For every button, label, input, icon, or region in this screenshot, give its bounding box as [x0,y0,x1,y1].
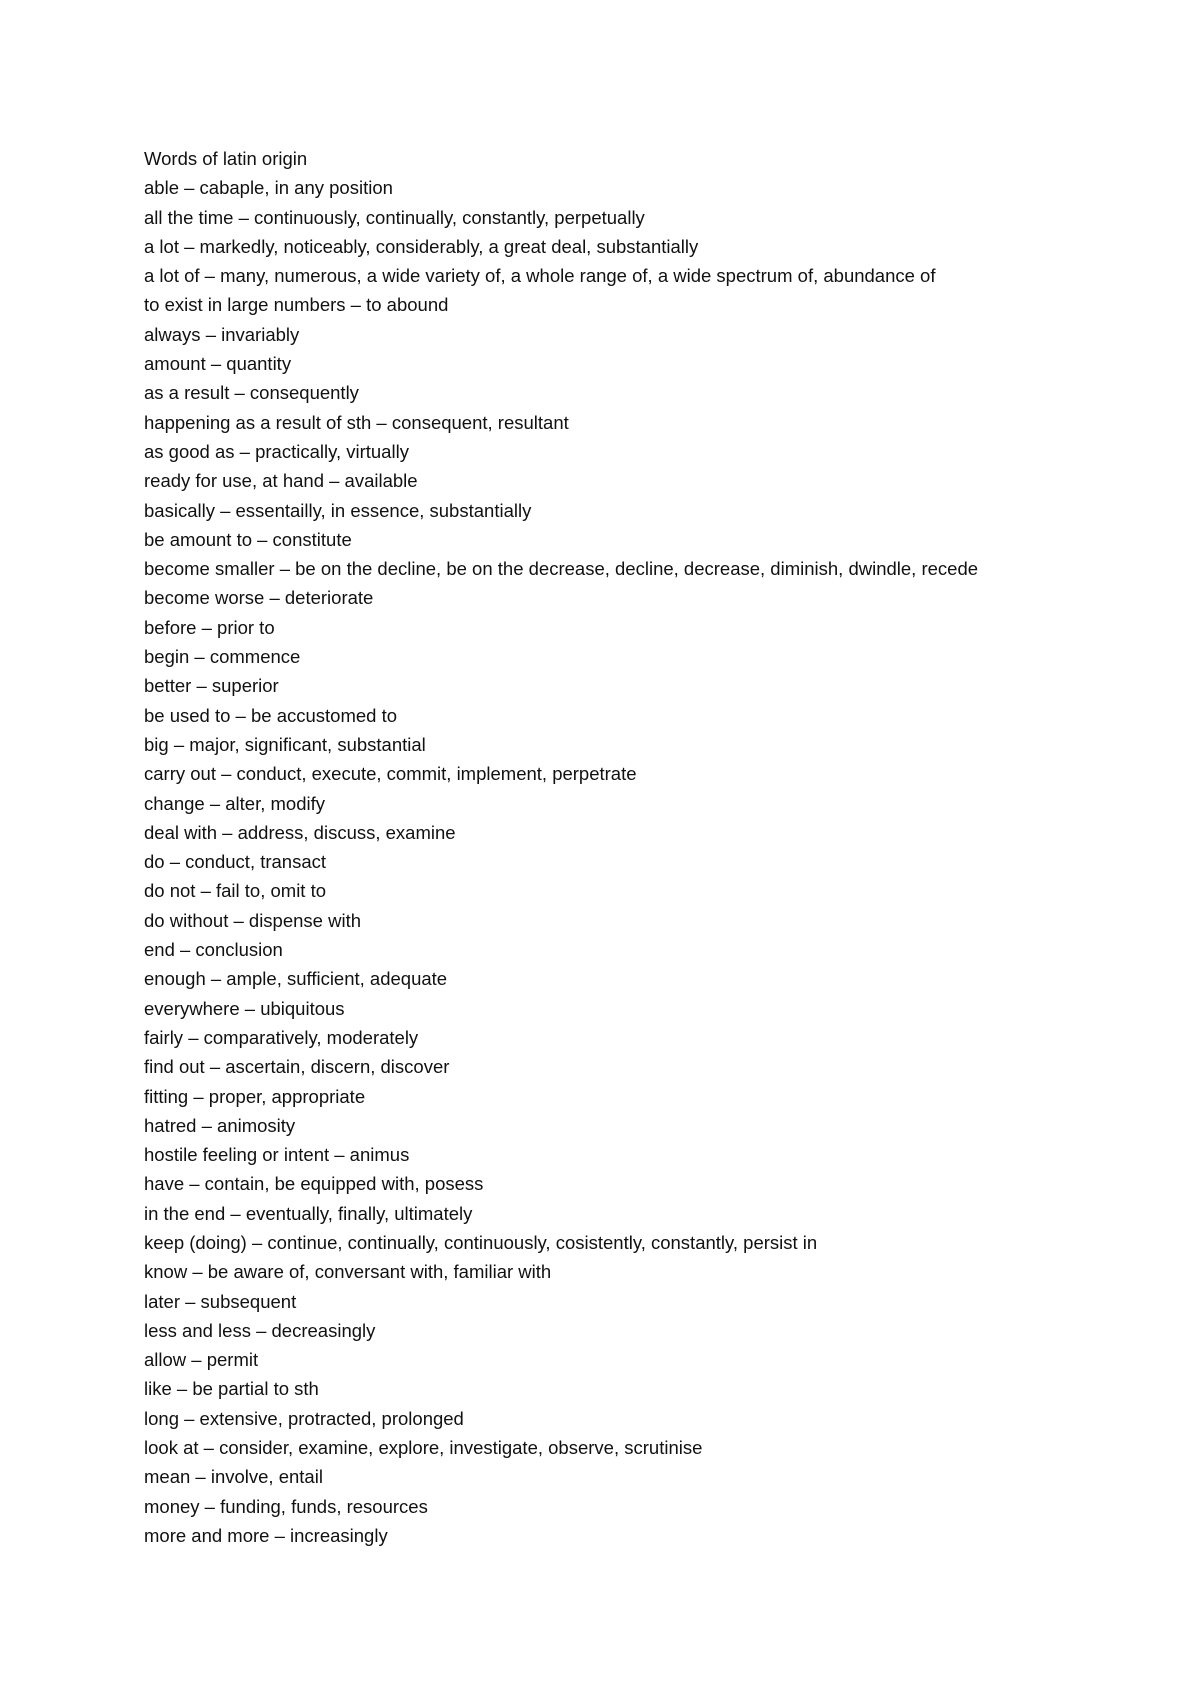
word-list-item: do without – dispense with [144,909,361,931]
word-list-item: big – major, significant, substantial [144,733,426,755]
word-list-item: become worse – deteriorate [144,587,374,609]
word-list-item: always – invariably [144,323,300,345]
word-list-item: fairly – comparatively, moderately [144,1026,419,1048]
word-list [144,173,1104,1550]
word-list-item: as a result – consequently [144,382,359,404]
word-list-item: mean – involve, entail [144,1466,323,1488]
word-list-item: everywhere – ubiquitous [144,997,345,1019]
word-list-item: ready for use, at hand – available [144,470,418,492]
word-list-item: change – alter, modify [144,792,325,814]
word-list-item: do not – fail to, omit to [144,880,327,902]
word-list-item: end – conclusion [144,939,283,961]
word-list-item: to exist in large numbers – to abound [144,294,449,316]
word-list-item: a lot – markedly, noticeably, considerably, a great deal, substantially [144,235,699,257]
word-list-item: do – conduct, transact [144,851,327,873]
word-list-item: be amount to – constitute [144,528,352,550]
word-list-item: later – subsequent [144,1290,297,1312]
word-list-item: more and more – increasingly [144,1524,388,1546]
document-body [144,144,1104,1550]
word-list-item: begin – commence [144,646,301,668]
word-list-item: become smaller – be on the decline, be on the decrease, decline, decrease, diminish, dwindle, recede [144,558,979,580]
word-list-item: before – prior to [144,616,275,638]
word-list-item: able – cabaple, in any position [144,177,393,199]
word-list-item: long – extensive, protracted, prolonged [144,1407,464,1429]
word-list-item: all the time – continuously, continually, constantly, perpetually [144,206,645,228]
word-list-item: hostile feeling or intent – animus [144,1144,410,1166]
word-list-item: keep (doing) – continue, continually, continuously, cosistently, constantly, persist in [144,1231,818,1253]
word-list-item: basically – essentailly, in essence, substantially [144,499,532,521]
word-list-item: look at – consider, examine, explore, investigate, observe, scrutinise [144,1437,703,1459]
word-list-item: know – be aware of, conversant with, familiar with [144,1261,552,1283]
word-list-item: deal with – address, discuss, examine [144,821,456,843]
word-list-item: happening as a result of sth – consequent, resultant [144,411,569,433]
word-list-item: less and less – decreasingly [144,1319,376,1341]
word-list-item: a lot of – many, numerous, a wide variety of, a whole range of, a wide spectrum of, abundance of [144,265,936,287]
word-list-item: better – superior [144,675,279,697]
word-list-item: money – funding, funds, resources [144,1495,428,1517]
word-list-item: in the end – eventually, finally, ultimately [144,1202,473,1224]
word-list-item: have – contain, be equipped with, posess [144,1173,484,1195]
word-list-item: like – be partial to sth [144,1378,319,1400]
document-title: Words of latin origin [144,148,308,169]
word-list-item: amount – quantity [144,353,292,375]
word-list-item: as good as – practically, virtually [144,440,409,462]
word-list-item: be used to – be accustomed to [144,704,398,726]
word-list-item: fitting – proper, appropriate [144,1085,366,1107]
word-list-item: allow – permit [144,1349,259,1371]
word-list-item: find out – ascertain, discern, discover [144,1056,450,1078]
word-list-item: hatred – animosity [144,1114,296,1136]
word-list-item: carry out – conduct, execute, commit, implement, perpetrate [144,763,637,785]
word-list-item: enough – ample, sufficient, adequate [144,968,448,990]
